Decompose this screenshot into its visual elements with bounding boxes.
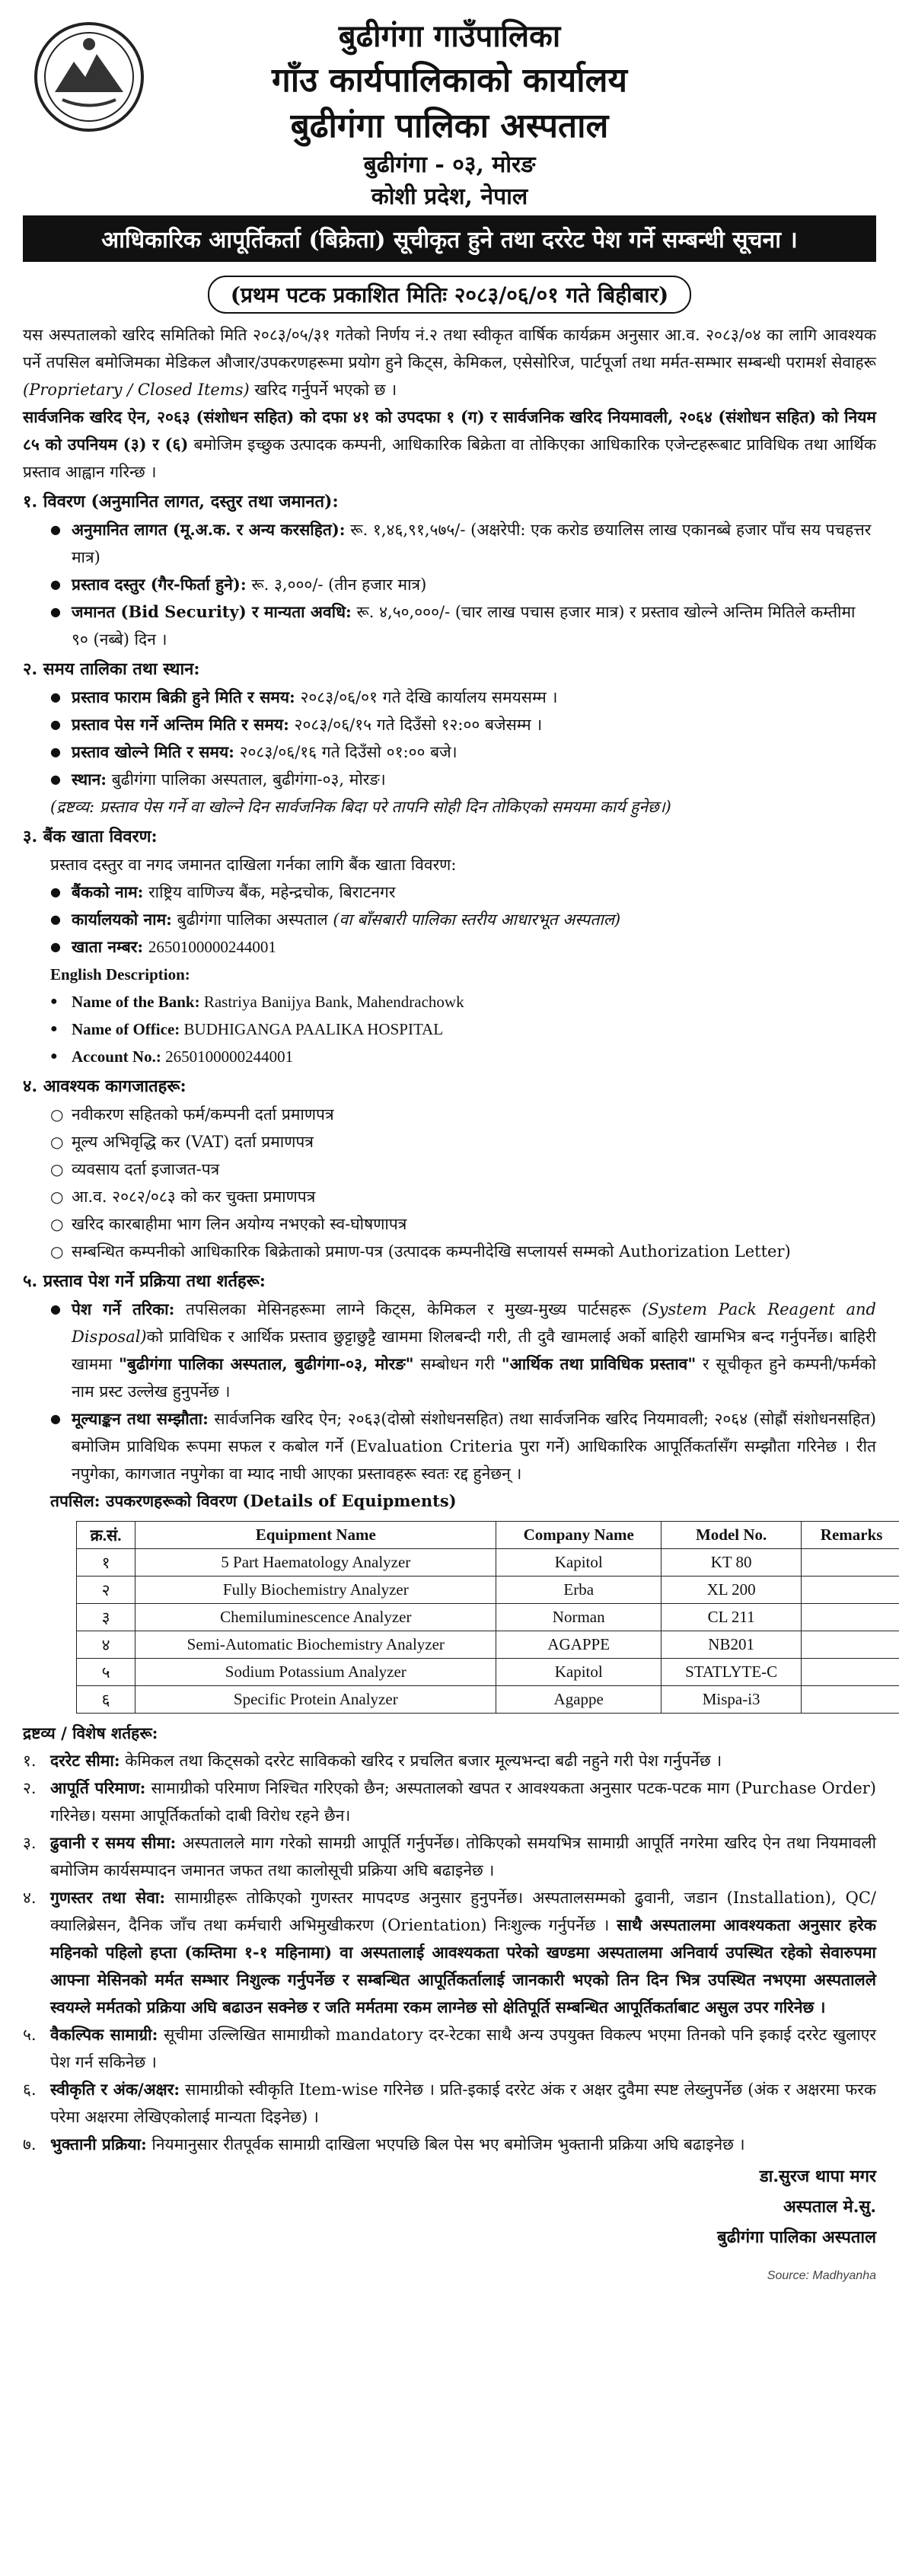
list-item: ● अनुमानित लागत (मू.अ.क. र अन्य करसहित): रू. १,४६,९१,५७५/- (अक्षरेपी: एक करोड छयालिस लाख एकानब्बे हजार पाँच सय पचहत्तर मात्र)	[72, 516, 876, 571]
section-3-list	[23, 878, 876, 961]
section-1-title: १. विवरण (अनुमानित लागत, दस्तुर तथा जमानत):	[23, 492, 339, 512]
english-description-title: English Description:	[50, 965, 190, 984]
table-header-row	[77, 1522, 899, 1549]
list-item: ● पेश गर्ने तरिका: तपसिलका मेसिनहरूमा लाग्ने किट्स, केमिकल र मुख्य-मुख्य पार्टसहरू (System Pack Reagent and Disposal)को प्राविधिक र आर्थिक प्रस्ताव छुट्टाछुट्टै खाममा शिलबन्दी गरी, ती दुवै खामलाई अर्को बाहिरी खामभित्र बन्द गर्नुपर्नेछ। बाहिरी खाममा "बुढीगंगा पालिका अस्पताल, बुढीगंगा-०३, मोरङ" सम्बोधन गरी "आर्थिक तथा प्राविधिक प्रस्ताव" र सूचीकृत हुने कम्पनी/फर्मको नाम प्रस्ट उल्लेख हुनुपर्नेछ ।	[72, 1296, 876, 1405]
table-row	[77, 1659, 899, 1686]
list-item: ● जमानत (Bid Security) र मान्यता अवधि: रू. ४,५०,०००/- (चार लाख पचास हजार मात्र) र प्रस्ताव खोल्ने अन्तिम मितिले कम्तीमा ९० (नब्बे) दिन ।	[72, 598, 876, 653]
section-2-note: (द्रष्टव्य: प्रस्ताव पेस गर्ने वा खोल्ने दिन सार्वजनिक बिदा परे तापनि सोही दिन तोकिएको समयमा कार्य हुनेछ।)	[50, 798, 671, 816]
cell-equipment: Semi-Automatic Biochemistry Analyzer	[135, 1631, 496, 1659]
cell-remarks	[802, 1686, 899, 1714]
list-item: ○ आ.व. २०८२/०८३ को कर चुक्ता प्रमाणपत्र	[72, 1183, 876, 1210]
nepal-emblem-icon	[32, 20, 146, 134]
english-bank-list	[23, 988, 876, 1070]
cell-model: KT 80	[661, 1549, 802, 1577]
cell-model: NB201	[661, 1631, 802, 1659]
list-item: ● बैंकको नाम: राष्ट्रिय वाणिज्य बैंक, महेन्द्रचोक, बिराटनगर	[72, 878, 876, 906]
cell-model: STATLYTE-C	[661, 1659, 802, 1686]
list-item: ५. वैकल्पिक सामाग्री: सूचीमा उल्लिखित सामाग्रीको mandatory दर-रेटका साथै अन्य उपयुक्त विकल्प भएमा तिनको पनि इकाई दररेट खुलाएर पेश गर्न सकिनेछ ।	[23, 2025, 876, 2071]
list-item: ● Name of the Bank: Rastriya Banijya Bank, Mahendrachowk	[72, 988, 876, 1015]
header-remarks: Remarks	[802, 1522, 899, 1549]
table-row	[77, 1604, 899, 1631]
notice-title-banner: आधिकारिक आपूर्तिकर्ता (बिक्रेता) सूचीकृत हुने तथा दररेट पेश गर्ने सम्बन्धी सूचना ।	[23, 215, 876, 262]
list-item: ३. ढुवानी र समय सीमा: अस्पतालले माग गरेको सामग्री आपूर्ति गर्नुपर्नेछ। तोकिएको समयभित्र सामाग्री आपूर्ति नगरेमा खरिद ऐन तथा नियमावली बमोजिम कार्यसम्पादन जमानत जफत तथा कालोसूची प्रक्रिया अघि बढाइनेछ ।	[23, 1833, 877, 1879]
cell-remarks	[802, 1549, 899, 1577]
header-company: Company Name	[496, 1522, 661, 1549]
list-item: ● प्रस्ताव फाराम बिक्री हुने मिति र समय: २०८३/०६/०१ गते देखि कार्यालय समयसम्म ।	[72, 684, 876, 711]
cell-remarks	[802, 1604, 899, 1631]
list-item: ● Account No.: 2650100000244001	[72, 1043, 876, 1070]
cell-model: CL 211	[661, 1604, 802, 1631]
list-item: ● प्रस्ताव खोल्ने मिति र समय: २०८३/०६/१६ गते दिउँसो ०१:०० बजे।	[72, 738, 876, 766]
cell-model: XL 200	[661, 1577, 802, 1604]
table-row	[77, 1631, 899, 1659]
publication-date	[23, 276, 876, 314]
list-item: ● प्रस्ताव दस्तुर (गैर-फिर्ता हुने): रू. ३,०००/- (तीन हजार मात्र)	[72, 571, 876, 598]
section-3-title: ३. बैंक खाता विवरण:	[23, 827, 158, 846]
list-item: ● मूल्याङ्कन तथा सम्झौता: सार्वजनिक खरिद ऐन; २०६३(दोस्रो संशोधनसहित) तथा सार्वजनिक खरिद नियमावली; २०६४ (सोह्रौं संशोधनसहित) बमोजिम प्राविधिक रूपमा सफल र कबोल गर्ने (Evaluation Criteria पुरा गर्ने) आधिकारिक आपूर्तिकर्तासँग सम्झौता गरिनेछ । रीत नपुगेका, कागजात नपुगेका वा म्याद नाघी आएका प्रस्तावहरू स्वतः रद्द हुनेछन् ।	[72, 1405, 876, 1487]
list-item: ६. स्वीकृति र अंक/अक्षर: सामाग्रीको स्वीकृति Item-wise गरिनेछ । प्रति-इकाई दररेट अंक र अक्षर दुवैमा स्पष्ट लेख्नुपर्नेछ (अंक र अक्षरमा फरक परेमा अक्षरमा लेखिएकोलाई मान्यता दिइनेछ) ।	[23, 2080, 876, 2126]
terms-title: द्रष्टव्य / विशेष शर्तहरू:	[23, 1723, 158, 1742]
header-model: Model No.	[661, 1522, 802, 1549]
section-3-intro: प्रस्ताव दस्तुर वा नगद जमानत दाखिला गर्नका लागि बैंक खाता विवरण:	[50, 856, 457, 874]
section-5-list	[23, 1296, 876, 1487]
intro-paragraph-2: सार्वजनिक खरिद ऐन, २०६३ (संशोधन सहित) को दफा ४१ को उपदफा १ (ग) र सार्वजनिक खरिद नियमावली, २०६४ (संशोधन सहित) को नियम ८५ को उपनियम (३) र (६) बमोजिम इच्छुक उत्पादक कम्पनी, आधिकारिक बिक्रेता वा तोकिएका आधिकारिक एजेन्टहरूबाट प्राविधिक तथा आर्थिक प्रस्ताव आह्वान गरिन्छ ।	[23, 407, 876, 481]
list-item: ४. गुणस्तर तथा सेवा: सामाग्रीहरू तोकिएको गुणस्तर मापदण्ड अनुसार हुनुपर्नेछ। अस्पतालसम्मको ढुवानी, जडान (Installation), QC/क्यालिब्रेसन, दैनिक जाँच तथा कर्मचारी अभिमुखीकरण (Orientation) निःशुल्क गर्नुपर्नेछ । साथै अस्पतालमा आवश्यकता अनुसार हरेक महिनको पहिलो हप्ता (कम्तिमा १-१ महिनामा) वा अस्पतालाई आवश्यकता परेको खण्डमा अस्पतालमा अनिवार्य उपस्थित रहेको सेवारुपमा आफ्ना मेसिनको मर्मत सम्भार निशुल्क गर्नुपर्नेछ र सम्बन्धित आपूर्तिकर्तालाई जानकारी भएको तिन दिन भित्र उपस्थित नभएमा अस्पतालले स्वयम्ले मर्मतको प्रक्रिया अघि बढाउन सक्नेछ र जति मर्मतमा रकम लाग्नेछ सो क्षेतिपूर्ति सम्बन्धित आपूर्तिकर्ताबाट असुल उपर गरिनेछ ।	[23, 1888, 876, 2016]
cell-company: AGAPPE	[496, 1631, 661, 1659]
cell-sn: ५	[77, 1659, 135, 1686]
list-item: ● प्रस्ताव पेस गर्ने अन्तिम मिति र समय: २०८३/०६/१५ गते दिउँसो १२:०० बजेसम्म ।	[72, 711, 876, 738]
cell-sn: १	[77, 1549, 135, 1577]
cell-sn: ४	[77, 1631, 135, 1659]
cell-company: Norman	[496, 1604, 661, 1631]
list-item: ○ नवीकरण सहितको फर्म/कम्पनी दर्ता प्रमाणपत्र	[72, 1101, 876, 1128]
cell-remarks	[802, 1577, 899, 1604]
table-caption: तपसिल: उपकरणहरूको विवरण (Details of Equipments)	[50, 1491, 457, 1510]
section-2-title: २. समय तालिका तथा स्थान:	[23, 659, 200, 679]
hospital-name: बुढीगंगा पालिका अस्पताल	[290, 107, 609, 145]
list-item: ○ खरिद कारबाहीमा भाग लिन अयोग्य नभएको स्व-घोषणापत्र	[72, 1210, 876, 1238]
cell-equipment: Fully Biochemistry Analyzer	[135, 1577, 496, 1604]
section-5-title: ५. प्रस्ताव पेश गर्ने प्रक्रिया तथा शर्तहरू:	[23, 1271, 266, 1291]
terms-list	[23, 1747, 876, 2158]
cell-sn: ३	[77, 1604, 135, 1631]
cell-sn: २	[77, 1577, 135, 1604]
source-credit: Source: Madhyanha	[767, 2269, 876, 2282]
cell-company: Agappe	[496, 1686, 661, 1714]
province-line: कोशी प्रदेश, नेपाल	[371, 183, 528, 210]
list-item: ● कार्यालयको नाम: बुढीगंगा पालिका अस्पताल (वा बाँसबारी पालिका स्तरीय आधारभूत अस्पताल)	[72, 906, 876, 933]
cell-equipment: 5 Part Haematology Analyzer	[135, 1549, 496, 1577]
cell-equipment: Specific Protein Analyzer	[135, 1686, 496, 1714]
cell-remarks	[802, 1659, 899, 1686]
cell-company: Kapitol	[496, 1549, 661, 1577]
signatory-office: बुढीगंगा पालिका अस्पताल	[717, 2227, 876, 2247]
publication-date-text: (प्रथम पटक प्रकाशित मितिः २०८३/०६/०१ गते बिहीबार)	[208, 276, 692, 314]
header-equipment: Equipment Name	[135, 1522, 496, 1549]
cell-equipment: Sodium Potassium Analyzer	[135, 1659, 496, 1686]
notice-header	[23, 15, 876, 209]
signatory-role: अस्पताल मे.सु.	[783, 2197, 876, 2217]
cell-model: Mispa-i3	[661, 1686, 802, 1714]
cell-sn: ६	[77, 1686, 135, 1714]
table-row	[77, 1577, 899, 1604]
equipment-table	[76, 1521, 899, 1714]
list-item: २. आपूर्ति परिमाण: सामाग्रीको परिमाण निश्चित गरिएको छैन; अस्पतालको खपत र आवश्यकता अनुसार पटक-पटक माग (Purchase Order) गरिनेछ। यसमा आपूर्तिकर्ताको दाबी विरोध रहने छैन।	[23, 1778, 876, 1825]
office-name: गाँउ कार्यपालिकाको कार्यालय	[271, 61, 628, 100]
intro-paragraph-1: यस अस्पतालको खरिद समितिको मिति २०८३/०५/३१ गतेको निर्णय नं.२ तथा स्वीकृत वार्षिक कार्यक्रम अनुसार आ.व. २०८३/०४ का लागि आवश्यक पर्ने तपसिल बमोजिमका मेडिकल औजार/उपकरणहरूमा प्रयोग हुने किट्स, केमिकल, एसेसोरिज, पार्टपूर्जा तथा मर्मत-सम्भार सम्बन्धी परामर्श सेवाहरू (Proprietary / Closed Items) खरिद गर्नुपर्ने भएको छ ।	[23, 326, 876, 399]
address-line: बुढीगंगा - ०३, मोरङ	[363, 151, 536, 178]
list-item: १. दररेट सीमा: केमिकल तथा किट्सको दररेट साविकको खरिद र प्रचलित बजार मूल्यभन्दा बढी नहुने गरी पेश गर्नुपर्नेछ ।	[23, 1751, 722, 1770]
list-item: ○ सम्बन्धित कम्पनीको आधिकारिक बिक्रेताको प्रमाण-पत्र (उत्पादक कम्पनीदेखि सप्लायर्स सम्मको Authorization Letter)	[72, 1238, 876, 1265]
list-item: ● खाता नम्बर: 2650100000244001	[72, 933, 876, 961]
signature-block	[23, 2161, 876, 2252]
section-2-list	[23, 684, 876, 793]
cell-company: Kapitol	[496, 1659, 661, 1686]
notice-page	[23, 15, 883, 2282]
header-sn: क्र.सं.	[77, 1522, 135, 1549]
table-row	[77, 1549, 899, 1577]
list-item: ○ व्यवसाय दर्ता इजाजत-पत्र	[72, 1156, 876, 1183]
table-row	[77, 1686, 899, 1714]
list-item: ○ मूल्य अभिवृद्धि कर (VAT) दर्ता प्रमाणपत्र	[72, 1128, 876, 1156]
list-item: ७. भुक्तानी प्रक्रिया: नियमानुसार रीतपूर्वक सामाग्री दाखिला भएपछि बिल पेस भए बमोजिम भुक्तानी प्रक्रिया अघि बढाइनेछ ।	[23, 2134, 745, 2154]
cell-company: Erba	[496, 1577, 661, 1604]
signatory-name: डा.सुरज थापा मगर	[759, 2166, 876, 2186]
section-4-list	[23, 1101, 876, 1265]
list-item: ● Name of Office: BUDHIGANGA PAALIKA HOSPITAL	[72, 1015, 876, 1043]
municipality-name: बुढीगंगा गाउँपालिका	[338, 18, 561, 54]
cell-equipment: Chemiluminescence Analyzer	[135, 1604, 496, 1631]
cell-remarks	[802, 1631, 899, 1659]
section-1-list	[23, 516, 876, 653]
list-item: ● स्थान: बुढीगंगा पालिका अस्पताल, बुढीगंगा-०३, मोरङ।	[72, 766, 876, 793]
section-4-title: ४. आवश्यक कागजातहरू:	[23, 1076, 186, 1096]
